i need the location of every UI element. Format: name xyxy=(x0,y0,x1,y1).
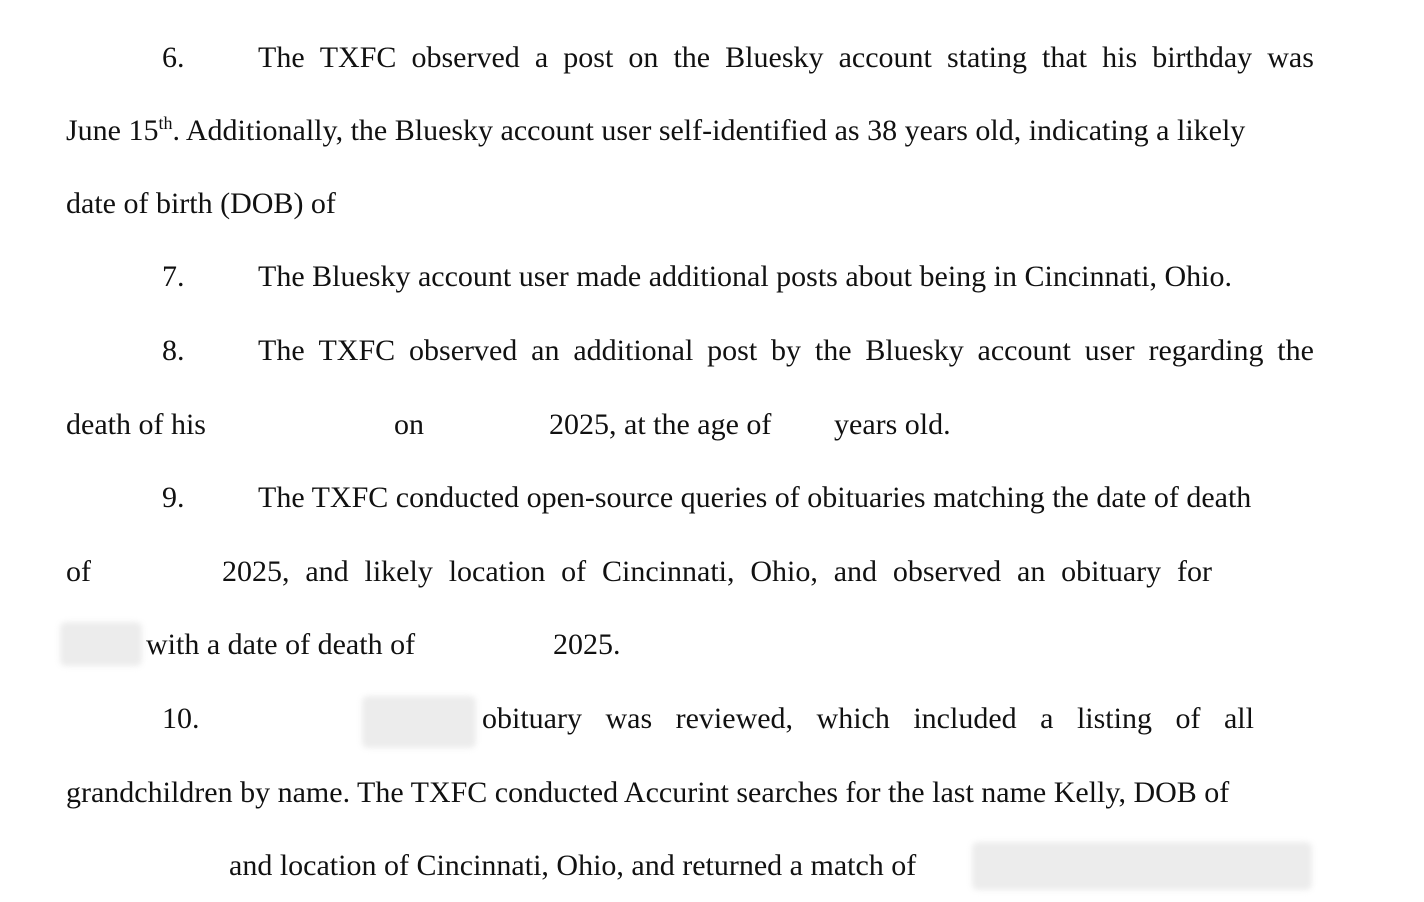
birthday-text: June 15 xyxy=(66,114,159,147)
paragraph-6-line-1-word: was xyxy=(1267,41,1314,74)
paragraph-6-line-2 xyxy=(66,113,1245,149)
paragraph-10-line-1-word: obituary xyxy=(482,702,582,735)
paragraph-9-line-3-part-1: with a date of death of xyxy=(146,628,416,661)
paragraph-10-line-1-word: reviewed, xyxy=(675,702,794,735)
paragraph-9-line-2-word: location xyxy=(448,555,546,588)
paragraph-9-line-2-word: of xyxy=(561,555,587,588)
paragraph-6-line-1-word: on xyxy=(628,41,659,74)
paragraph-8-line-2-part-4: years old. xyxy=(834,408,951,441)
paragraph-8-line-1-word: the xyxy=(1277,334,1314,367)
paragraph-8-number: 8. xyxy=(162,334,185,367)
paragraph-9-line-2-word: observed xyxy=(892,555,1002,588)
paragraph-10-line-1-word: listing xyxy=(1076,702,1152,735)
paragraph-10-line-1 xyxy=(482,701,1254,737)
paragraph-6-line-2-rest: . Additionally, the Bluesky account user self-identified as 38 years old, indicating a likely xyxy=(172,114,1246,147)
paragraph-8-line-1-word: observed xyxy=(409,334,518,367)
paragraph-7-number: 7. xyxy=(162,260,185,293)
paragraph-6-line-1-word: stating xyxy=(946,41,1027,74)
paragraph-9-line-2-part-1: of xyxy=(66,555,91,588)
paragraph-8-line-1 xyxy=(258,333,1314,369)
paragraph-6-line-1-word: post xyxy=(563,41,614,74)
paragraph-10-line-1-word: of xyxy=(1175,702,1201,735)
paragraph-10-line-2: grandchildren by name. The TXFC conducted Accurint searches for the last name Kelly, DOB of xyxy=(66,776,1230,809)
paragraph-8-line-1-word: account xyxy=(977,334,1071,367)
paragraph-8-line-1-word: an xyxy=(531,334,560,367)
paragraph-9-line-2-word: 2025, xyxy=(222,555,290,588)
paragraph-8-line-1-word: post xyxy=(707,334,758,367)
paragraph-9-line-2-word: and xyxy=(305,555,349,588)
paragraph-8-line-1-word: the xyxy=(814,334,852,367)
paragraph-9-line-2-word: and xyxy=(833,555,878,588)
paragraph-6-number: 6. xyxy=(162,41,185,74)
paragraph-10-line-1-word: a xyxy=(1040,702,1054,735)
paragraph-8-line-1-word: by xyxy=(771,334,802,367)
paragraph-6-line-1 xyxy=(258,40,1314,76)
paragraph-10-line-1-word: which xyxy=(816,702,890,735)
paragraph-9-line-2-word: an xyxy=(1017,555,1046,588)
paragraph-6-line-1-word: a xyxy=(534,41,549,74)
paragraph-8-line-2-part-3: 2025, at the age of xyxy=(549,408,772,441)
paragraph-6-line-1-word: account xyxy=(838,41,932,74)
paragraph-6-line-1-word: his xyxy=(1102,41,1138,74)
ordinal-suffix: th xyxy=(158,113,173,133)
paragraph-6-line-1-word: the xyxy=(673,41,711,74)
paragraph-8-line-2-part-2: on xyxy=(394,408,424,441)
paragraph-6-line-1-word: observed xyxy=(411,41,520,74)
paragraph-6-line-3: date of birth (DOB) of xyxy=(66,187,336,220)
paragraph-10-line-1-word: all xyxy=(1223,702,1254,735)
paragraph-8-line-1-word: regarding xyxy=(1148,334,1264,367)
paragraph-6-line-1-word: TXFC xyxy=(319,41,397,74)
paragraph-8-line-1-word: user xyxy=(1084,334,1135,367)
paragraph-9-number: 9. xyxy=(162,481,185,514)
paragraph-6-line-1-word: The xyxy=(258,41,305,74)
paragraph-8-line-1-word: TXFC xyxy=(318,334,396,367)
paragraph-7-line-1: The Bluesky account user made additional posts about being in Cincinnati, Ohio. xyxy=(258,260,1232,293)
paragraph-8-line-2-part-1: death of his xyxy=(66,408,206,441)
redaction-block xyxy=(972,842,1312,890)
paragraph-6-line-1-word: that xyxy=(1042,41,1088,74)
paragraph-6-line-1-word: Bluesky xyxy=(725,41,824,74)
paragraph-9-line-2 xyxy=(222,554,1212,590)
paragraph-9-line-2-word: likely xyxy=(364,555,433,588)
paragraph-10-line-1-word: included xyxy=(913,702,1017,735)
paragraph-9-line-2-word: for xyxy=(1177,555,1212,588)
paragraph-9-line-1: The TXFC conducted open-source queries of obituaries matching the date of death xyxy=(258,481,1252,514)
paragraph-10-number: 10. xyxy=(162,702,200,735)
paragraph-9-line-2-word: Ohio, xyxy=(750,555,818,588)
paragraph-10-line-3: and location of Cincinnati, Ohio, and returned a match of xyxy=(229,849,917,882)
paragraph-9-line-2-word: Cincinnati, xyxy=(602,555,735,588)
paragraph-8-line-1-word: The xyxy=(258,334,305,367)
redaction-block xyxy=(362,696,476,748)
paragraph-10-line-1-word: was xyxy=(605,702,653,735)
redaction-block xyxy=(60,622,142,666)
paragraph-9-line-2-word: obituary xyxy=(1061,555,1162,588)
paragraph-9-line-3-part-2: 2025. xyxy=(553,628,621,661)
paragraph-8-line-1-word: additional xyxy=(573,334,694,367)
paragraph-8-line-1-word: Bluesky xyxy=(865,334,964,367)
paragraph-6-line-1-word: birthday xyxy=(1152,41,1253,74)
